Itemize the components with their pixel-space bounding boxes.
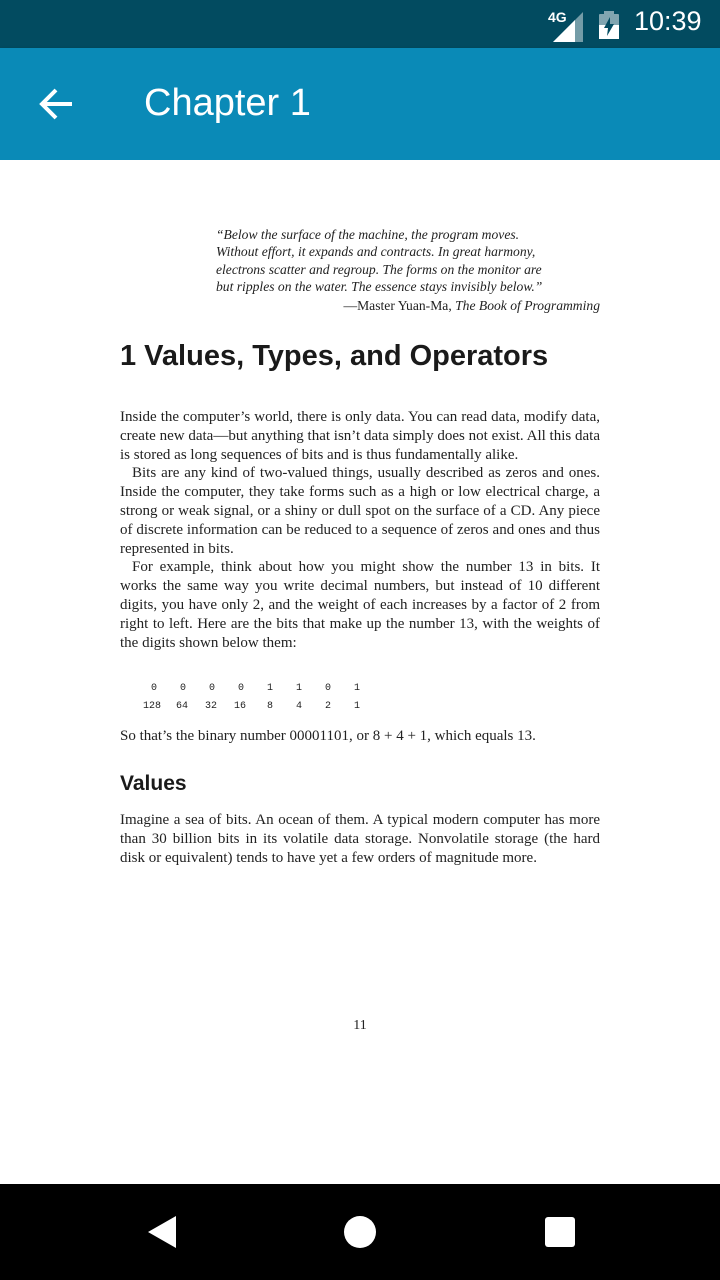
chapter-body xyxy=(120,408,600,652)
bit-weight: 2 xyxy=(324,701,331,712)
bit-digit: 1 xyxy=(266,683,273,694)
bit-weight: 4 xyxy=(295,701,302,712)
bit-weights-row xyxy=(120,701,380,719)
page-title: Chapter 1 xyxy=(144,82,311,124)
bit-weight: 1 xyxy=(353,701,360,712)
paragraph: For example, think about how you might show the number 13 in bits. It works the same way you write decimal numbers, but instead of 10 different digits, you have only 2, and the weight of each increases by a factor of 2 from right to left. Here are the bits that make up the number 13, with the weights of the digits shown below them: xyxy=(120,559,600,651)
paragraph: Imagine a sea of bits. An ocean of them. A typical modern computer has more than 30 billion bits in its volatile data storage. Nonvolatile storage (the hard disk or equivalent) tends to have yet a few orders of magnitude more. xyxy=(120,812,600,866)
chapter-heading: 1 Values, Types, and Operators xyxy=(120,340,549,372)
bit-weight: 128 xyxy=(142,701,161,712)
arrow-left-icon[interactable] xyxy=(36,84,76,124)
signal-icon xyxy=(553,12,583,42)
app-bar xyxy=(0,48,720,160)
clock: 10:39 xyxy=(634,6,702,36)
bit-digit: 0 xyxy=(208,683,215,694)
back-triangle-icon[interactable] xyxy=(144,1212,184,1252)
status-bar xyxy=(0,0,720,48)
network-type: 4G xyxy=(548,9,567,25)
bit-weight: 8 xyxy=(266,701,273,712)
recents-square-icon[interactable] xyxy=(540,1212,580,1252)
bit-weight: 32 xyxy=(204,701,217,712)
home-circle-icon[interactable] xyxy=(340,1212,380,1252)
epigraph-line: but ripples on the water. The essence stays invisibly below.” xyxy=(216,278,543,294)
epigraph-attribution xyxy=(216,298,600,314)
summary-paragraph: So that’s the binary number 00001101, or 8 + 4 + 1, which equals 13. xyxy=(120,728,536,744)
navigation-bar xyxy=(0,1184,720,1280)
epigraph xyxy=(216,226,600,295)
bits-table xyxy=(120,683,380,719)
epigraph-line: Without effort, it expands and contracts. In great harmony, xyxy=(216,244,536,260)
book-page[interactable] xyxy=(0,160,720,1184)
bit-digit: 0 xyxy=(237,683,244,694)
bit-digit: 0 xyxy=(324,683,331,694)
epigraph-line: “Below the surface of the machine, the program moves. xyxy=(216,227,520,242)
bit-weight: 64 xyxy=(175,701,188,712)
bit-digit: 0 xyxy=(179,683,186,694)
paragraph: Bits are any kind of two-valued things, usually described as zeros and ones. Inside the computer, they take forms such as a high or low electrical charge, a strong or weak signal, or a shiny or dull spot on the surface of a CD. Any piece of discrete information can be reduced to a sequence of zeros and ones and thus represented in bits. xyxy=(120,465,600,557)
bit-digit: 1 xyxy=(295,683,302,694)
section-body xyxy=(120,811,600,867)
attribution-book: The Book of Programming xyxy=(455,298,600,313)
paragraph: Inside the computer’s world, there is only data. You can read data, modify data, create new data—but anything that isn’t data simply does not exist. All this data is stored as long sequences of bits and is thus fundamentally alike. xyxy=(120,409,600,463)
epigraph-line: electrons scatter and regroup. The forms on the monitor are xyxy=(216,261,542,277)
battery-icon xyxy=(597,11,621,39)
bit-digit: 1 xyxy=(353,683,360,694)
bit-weight: 16 xyxy=(233,701,246,712)
section-heading: Values xyxy=(120,772,187,795)
page-number: 11 xyxy=(353,1018,367,1033)
bit-digits-row xyxy=(120,683,380,701)
attribution-author: —Master Yuan-Ma, xyxy=(343,298,452,313)
bit-digit: 0 xyxy=(150,683,157,694)
